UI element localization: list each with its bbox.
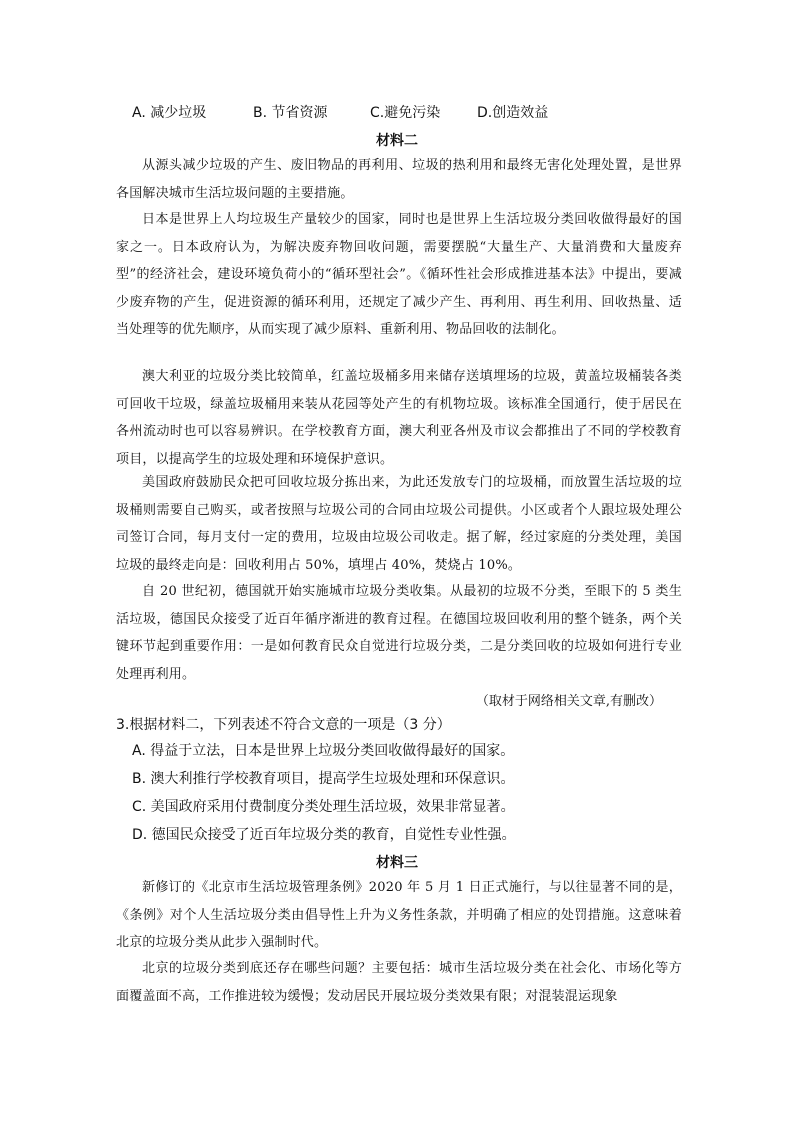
q2-option-d: D.创造效益 [477, 105, 549, 121]
material2-paragraph-4: 美国政府鼓励民众把可回收垃圾分拣出来，为此还发放专门的垃圾桶，而放置生活垃圾的垃圾桶则需要自己购买，或者按照与垃圾公司的合同由垃圾公司提供。小区或者个人跟垃圾处理公司签订合同，每月支付一定的费用，垃圾由垃圾公司收走。据了解，经过家庭的分类处理，美国垃圾的最终走向是：回收利用占 50%，填埋占 40%，焚烧占 10%。 [116, 475, 682, 573]
material2-heading: 材料二 [376, 133, 418, 149]
material2-paragraph-1: 从源头减少垃圾的产生、废旧物品的再利用、垃圾的热利用和最终无害化处理处置，是世界各国解决城市生活垃圾问题的主要措施。 [116, 158, 682, 201]
question-3-option-a: A. 得益于立法，日本是世界上垃圾分类回收做得最好的国家。 [132, 743, 515, 759]
q2-option-c: C.避免污染 [370, 105, 441, 121]
question-3-stem: 3.根据材料二，下列表述不符合文意的一项是（3 分） [116, 717, 451, 733]
question-3-option-d: D. 德国民众接受了近百年垃圾分类的教育，自觉性专业性强。 [132, 827, 516, 843]
material2-source: （取材于网络相关文章,有删改） [475, 694, 662, 709]
question-3-option-b: B. 澳大利推行学校教育项目，提高学生垃圾处理和环保意识。 [132, 771, 515, 787]
q2-option-a: A. 减少垃圾 [132, 105, 207, 121]
material2-paragraph-2: 日本是世界上人均垃圾生产量较少的国家，同时也是世界上生活垃圾分类回收做得最好的国家之一。日本政府认为，为解决废弃物回收问题，需要摆脱“大量生产、大量消费和大量废弃型”的经济社会，建设环境负荷小的“循环型社会”。《循环性社会形成推进基本法》中提出，要减少废弃物的产生，促进资源的循环利用，还规定了减少产生、再利用、再生利用、回收热量、适当处理等的优先顺序，从而实现了减少原料、重新利用、物品回收的法制化。 [116, 212, 682, 337]
question-3-option-c: C. 美国政府采用付费制度分类处理生活垃圾，效果非常显著。 [132, 799, 515, 815]
material3-paragraph-2: 北京的垃圾分类到底还存在哪些问题？主要包括：城市生活垃圾分类在社会化、市场化等方面覆盖面不高，工作推进较为缓慢；发动居民开展垃圾分类效果有限；对混装混运现象 [116, 961, 682, 1004]
material2-paragraph-3: 澳大利亚的垃圾分类比较简单，红盖垃圾桶多用来储存送填埋场的垃圾，黄盖垃圾桶装各类可回收干垃圾，绿盖垃圾桶用来装从花园等处产生的有机物垃圾。该标准全国通行，使于居民在各州流动时也可以容易辨识。在学校教育方面，澳大利亚各州及市议会都推出了不同的学校教育项目，以提高学生的垃圾处理和环境保护意识。 [116, 369, 682, 467]
material3-paragraph-1: 新修订的《北京市生活垃圾管理条例》2020 年 5 月 1 日正式施行，与以往显著不同的是，《条例》对个人生活垃圾分类由倡导性上升为义务性条款，并明确了相应的处罚措施。这意味着北京的垃圾分类从此步入强制时代。 [116, 880, 682, 950]
material3-heading: 材料三 [376, 855, 418, 871]
material2-paragraph-5: 自 20 世纪初，德国就开始实施城市垃圾分类收集。从最初的垃圾不分类，至眼下的 5 类生活垃圾，德国民众接受了近百年循序渐进的教育过程。在德国垃圾回收利用的整个链条，两个关键环节起到重要作用：一是如何教育民众自觉进行垃圾分类，二是分类回收的垃圾如何进行专业处理再利用。 [116, 584, 682, 682]
q2-option-b: B. 节省资源 [253, 105, 328, 121]
